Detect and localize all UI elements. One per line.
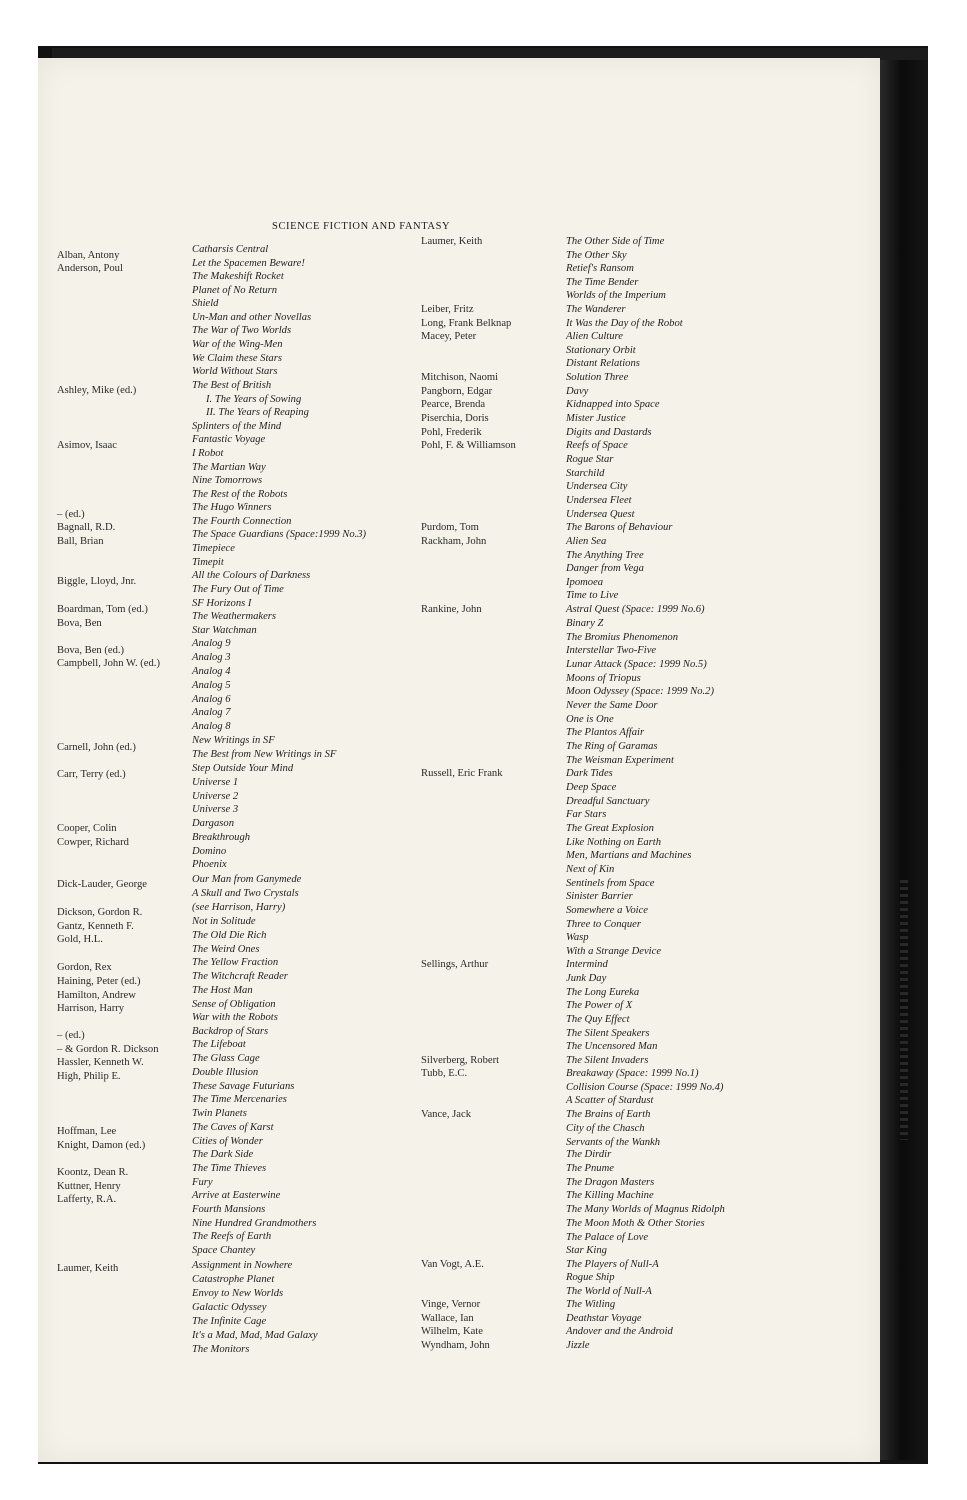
title-entry: The Wanderer [566,304,626,315]
author-entry: Ashley, Mike (ed.) [57,385,137,396]
author-entry: Van Vogt, A.E. [421,1259,484,1270]
title-entry: We Claim these Stars [192,353,282,364]
title-entry: The Weird Ones [192,944,260,955]
title-entry: A Scatter of Stardust [566,1095,654,1106]
author-entry: Piserchia, Doris [421,413,489,424]
title-entry: The Silent Invaders [566,1055,649,1066]
title-entry: Analog 6 [192,694,231,705]
title-entry: The Rest of the Robots [192,489,288,500]
title-entry: Reefs of Space [566,440,628,451]
title-entry: Undersea Fleet [566,495,632,506]
author-entry: Laumer, Keith [57,1263,119,1274]
title-entry: The Palace of Love [566,1232,649,1243]
author-entry: Tubb, E.C. [421,1068,468,1079]
title-entry: Nine Tomorrows [192,475,263,486]
author-entry: Lafferty, R.A. [57,1194,117,1205]
author-entry: Gold, H.L. [57,934,103,945]
title-entry: Alien Sea [566,536,607,547]
title-entry: The Dragon Masters [566,1177,655,1188]
title-entry: Three to Conquer [566,919,641,930]
title-entry: Rogue Star [566,454,614,465]
title-entry: The Barons of Behaviour [566,522,673,533]
author-entry: Cowper, Richard [57,837,129,848]
title-entry: Catharsis Central [192,244,269,255]
author-entry: Alban, Antony [57,250,120,261]
author-entry: Carnell, John (ed.) [57,742,136,753]
title-entry: The Great Explosion [566,823,654,834]
title-entry: Junk Day [566,973,607,984]
title-entry: Envoy to New Worlds [192,1288,284,1299]
author-entry: Dick-Lauder, George [57,879,147,890]
title-entry: Moons of Triopus [566,673,641,684]
title-entry: Un-Man and other Novellas [192,312,312,323]
title-entry: Analog 4 [192,666,231,677]
title-entry: Phoenix [192,859,227,870]
title-entry: The Ring of Garamas [566,741,658,752]
title-entry: A Skull and Two Crystals [192,888,299,899]
title-entry: Undersea City [566,481,628,492]
title-entry: Andover and the Android [566,1326,673,1337]
author-entry: Rankine, John [421,604,482,615]
title-entry: Interstellar Two-Five [566,645,657,656]
author-entry: Macey, Peter [421,331,477,342]
title-entry: The Lifeboat [192,1039,246,1050]
author-entry: Vance, Jack [421,1109,471,1120]
title-entry: Catastrophe Planet [192,1274,275,1285]
title-entry: The Makeshift Rocket [192,271,284,282]
title-entry: World Without Stars [192,366,278,377]
title-entry: SF Horizons I [192,598,252,609]
title-entry: Alien Culture [566,331,623,342]
title-entry: War with the Robots [192,1012,278,1023]
title-entry: It's a Mad, Mad, Mad Galaxy [192,1330,318,1341]
title-entry: Undersea Quest [566,509,635,520]
title-entry: Like Nothing on Earth [566,837,662,848]
title-entry: The Witchcraft Reader [192,971,288,982]
title-entry: Analog 8 [192,721,231,732]
title-entry: The Host Man [192,985,253,996]
title-entry: Breakthrough [192,832,251,843]
title-entry: Splinters of the Mind [192,421,282,432]
author-entry: Rackham, John [421,536,487,547]
title-entry: Universe 2 [192,791,239,802]
author-entry: Hoffman, Lee [57,1126,117,1137]
title-entry: I. The Years of Sowing [206,394,302,405]
title-entry: Jizzle [566,1340,590,1351]
title-entry: Star King [566,1245,607,1256]
title-entry: Lunar Attack (Space: 1999 No.5) [566,659,707,670]
title-entry: Men, Martians and Machines [566,850,692,861]
author-entry: Haining, Peter (ed.) [57,976,141,987]
title-entry: Deep Space [566,782,617,793]
title-entry: Fantastic Voyage [192,434,266,445]
title-entry: Cities of Wonder [192,1136,263,1147]
title-entry: The Dark Side [192,1149,254,1160]
author-entry: Knight, Damon (ed.) [57,1140,146,1151]
title-entry: Retief's Ransom [566,263,634,274]
title-entry: Wasp [566,932,589,943]
title-entry: The Silent Speakers [566,1028,650,1039]
title-entry: Dargason [192,818,234,829]
title-entry: Never the Same Door [566,700,658,711]
title-entry: The World of Null-A [566,1286,652,1297]
title-entry: Universe 1 [192,777,239,788]
title-entry: The Old Die Rich [192,930,267,941]
title-entry: I Robot [192,448,224,459]
list-heading: SCIENCE FICTION AND FANTASY [272,221,451,232]
title-entry: The Monitors [192,1344,250,1355]
author-entry: Carr, Terry (ed.) [57,769,126,780]
title-entry: The Many Worlds of Magnus Ridolph [566,1204,725,1215]
title-entry: The War of Two Worlds [192,325,292,336]
title-entry: The Uncensored Man [566,1041,658,1052]
author-entry: Pangborn, Edgar [421,386,493,397]
author-entry: Dickson, Gordon R. [57,907,143,918]
title-entry: Distant Relations [566,358,640,369]
title-entry: The Weathermakers [192,611,277,622]
title-entry: Our Man from Ganymede [192,874,302,885]
title-entry: The Power of X [566,1000,633,1011]
title-entry: Breakaway (Space: 1999 No.1) [566,1068,699,1079]
title-entry: Not in Solitude [192,916,256,927]
title-entry: The Fury Out of Time [192,584,284,595]
title-entry: The Glass Cage [192,1053,260,1064]
title-entry: Deathstar Voyage [566,1313,642,1324]
title-entry: The Long Eureka [566,987,640,998]
author-entry: Hassler, Kenneth W. [57,1057,144,1068]
title-entry: Space Chantey [192,1245,256,1256]
title-entry: Sentinels from Space [566,878,655,889]
author-entry: High, Philip E. [57,1071,121,1082]
title-entry: Somewhere a Voice [566,905,648,916]
title-entry: Dark Tides [566,768,613,779]
author-entry: Bova, Ben [57,618,102,629]
title-entry: The Reefs of Earth [192,1231,272,1242]
author-entry: Ball, Brian [57,536,104,547]
author-entry: Asimov, Isaac [57,440,117,451]
title-entry: Nine Hundred Grandmothers [192,1218,317,1229]
author-entry: Leiber, Fritz [421,304,474,315]
title-entry: Arrive at Easterwine [192,1190,281,1201]
title-entry: The Other Sky [566,250,627,261]
author-entry: Pohl, Frederik [421,427,482,438]
title-entry: Step Outside Your Mind [192,763,294,774]
title-entry: Next of Kin [566,864,615,875]
title-entry: New Writings in SF [192,735,275,746]
author-entry: Pohl, F. & Williamson [421,440,516,451]
title-entry: The Martian Way [192,462,266,473]
title-entry: Universe 3 [192,804,239,815]
title-entry: Servants of the Wankh [566,1137,661,1148]
author-entry: Gantz, Kenneth F. [57,921,134,932]
title-entry: Sense of Obligation [192,999,276,1010]
title-entry: The Moon Moth & Other Stories [566,1218,705,1229]
title-entry: The Time Mercenaries [192,1094,287,1105]
author-entry: – (ed.) [57,509,85,520]
author-entry: Silverberg, Robert [421,1055,500,1066]
title-entry: Let the Spacemen Beware! [192,258,305,269]
title-entry: Kidnapped into Space [566,399,660,410]
title-entry: Star Watchman [192,625,257,636]
title-entry: The Infinite Cage [192,1316,267,1327]
title-entry: The Fourth Connection [192,516,292,527]
title-entry: Assignment in Nowhere [192,1260,293,1271]
title-entry: The Pnume [566,1163,614,1174]
title-entry: It Was the Day of the Robot [566,318,683,329]
author-entry: Laumer, Keith [421,236,483,247]
author-entry: Koontz, Dean R. [57,1167,129,1178]
title-entry: Intermind [566,959,608,970]
author-entry: Pearce, Brenda [421,399,486,410]
title-entry: Analog 9 [192,638,231,649]
author-entry: Campbell, John W. (ed.) [57,658,160,669]
title-entry: Twin Planets [192,1108,247,1119]
title-entry: War of the Wing-Men [192,339,283,350]
author-entry: Gordon, Rex [57,962,112,973]
author-entry: Purdom, Tom [421,522,479,533]
author-entry: Harrison, Harry [57,1003,125,1014]
title-entry: Galactic Odyssey [192,1302,267,1313]
title-entry: Davy [566,386,589,397]
title-entry: The Quy Effect [566,1014,630,1025]
title-entry: Double Illusion [192,1067,259,1078]
title-entry: The Witling [566,1299,616,1310]
title-entry: The Space Guardians (Space:1999 No.3) [192,529,367,540]
author-entry: Sellings, Arthur [421,959,489,970]
title-entry: The Plantos Affair [566,727,645,738]
title-entry: With a Strange Device [566,946,662,957]
title-entry: Analog 5 [192,680,231,691]
book-spine [880,60,928,1460]
title-entry: Time to Live [566,590,619,601]
title-entry: These Savage Futurians [192,1081,295,1092]
title-entry: The Other Side of Time [566,236,665,247]
author-entry: Bagnall, R.D. [57,522,116,533]
title-entry: II. The Years of Reaping [206,407,309,418]
title-entry: Analog 3 [192,652,231,663]
title-entry: Sinister Barrier [566,891,633,902]
author-entry: Hamilton, Andrew [57,990,136,1001]
author-entry: Wallace, Ian [421,1313,474,1324]
author-entry: Wilhelm, Kate [421,1326,483,1337]
author-entry: Anderson, Poul [57,263,123,274]
author-entry: – & Gordon R. Dickson [57,1044,159,1055]
title-entry: Stationary Orbit [566,345,636,356]
title-entry: Danger from Vega [566,563,644,574]
title-entry: Timepiece [192,543,235,554]
title-entry: Astral Quest (Space: 1999 No.6) [566,604,705,615]
title-entry: Timepit [192,557,224,568]
title-entry: The Bromius Phenomenon [566,632,679,643]
title-entry: The Players of Null-A [566,1259,659,1270]
title-entry: The Dirdir [566,1149,612,1160]
author-entry: Kuttner, Henry [57,1181,121,1192]
title-entry: Dreadful Sanctuary [566,796,650,807]
title-entry: The Best of British [192,380,272,391]
title-entry: The Best from New Writings in SF [192,749,337,760]
title-entry: Rogue Ship [566,1272,615,1283]
title-entry: Worlds of the Imperium [566,290,666,301]
title-entry: Backdrop of Stars [192,1026,269,1037]
title-entry: The Hugo Winners [192,502,272,513]
author-entry: Biggle, Lloyd, Jnr. [57,576,137,587]
title-entry: The Brains of Earth [566,1109,651,1120]
title-entry: The Time Bender [566,277,639,288]
author-entry: Cooper, Colin [57,823,117,834]
title-entry: Domino [192,846,227,857]
jacket-flap-page [38,58,880,1462]
title-entry: City of the Chasch [566,1123,645,1134]
title-entry: The Weisman Experiment [566,755,674,766]
title-entry: The Killing Machine [566,1190,654,1201]
title-entry: Shield [192,298,219,309]
author-entry: Bova, Ben (ed.) [57,645,125,656]
author-entry: Wyndham, John [421,1340,490,1351]
title-entry: The Time Thieves [192,1163,267,1174]
title-entry: Ipomoea [566,577,604,588]
title-entry: Mister Justice [566,413,626,424]
title-entry: Collision Course (Space: 1999 No.4) [566,1082,724,1093]
author-entry: Mitchison, Naomi [421,372,499,383]
title-entry: The Yellow Fraction [192,957,279,968]
title-entry: One is One [566,714,614,725]
title-entry: The Caves of Karst [192,1122,274,1133]
title-entry: Starchild [566,468,605,479]
author-entry: Russell, Eric Frank [421,768,503,779]
title-entry: Binary Z [566,618,604,629]
title-entry: Digits and Dastards [566,427,652,438]
author-entry: Boardman, Tom (ed.) [57,604,148,615]
title-entry: Analog 7 [192,707,231,718]
author-entry: Vinge, Vernor [421,1299,481,1310]
title-entry: All the Colours of Darkness [192,570,311,581]
title-entry: Far Stars [566,809,607,820]
title-entry: Solution Three [566,372,629,383]
author-entry: – (ed.) [57,1030,85,1041]
title-entry: The Anything Tree [566,550,644,561]
author-entry: Long, Frank Belknap [421,318,512,329]
title-entry: Planet of No Return [192,285,278,296]
title-entry: Fury [192,1177,213,1188]
title-entry: Moon Odyssey (Space: 1999 No.2) [566,686,714,697]
spine-lettering [900,880,908,1140]
title-entry: (see Harrison, Harry) [192,902,286,913]
title-entry: Fourth Mansions [192,1204,266,1215]
